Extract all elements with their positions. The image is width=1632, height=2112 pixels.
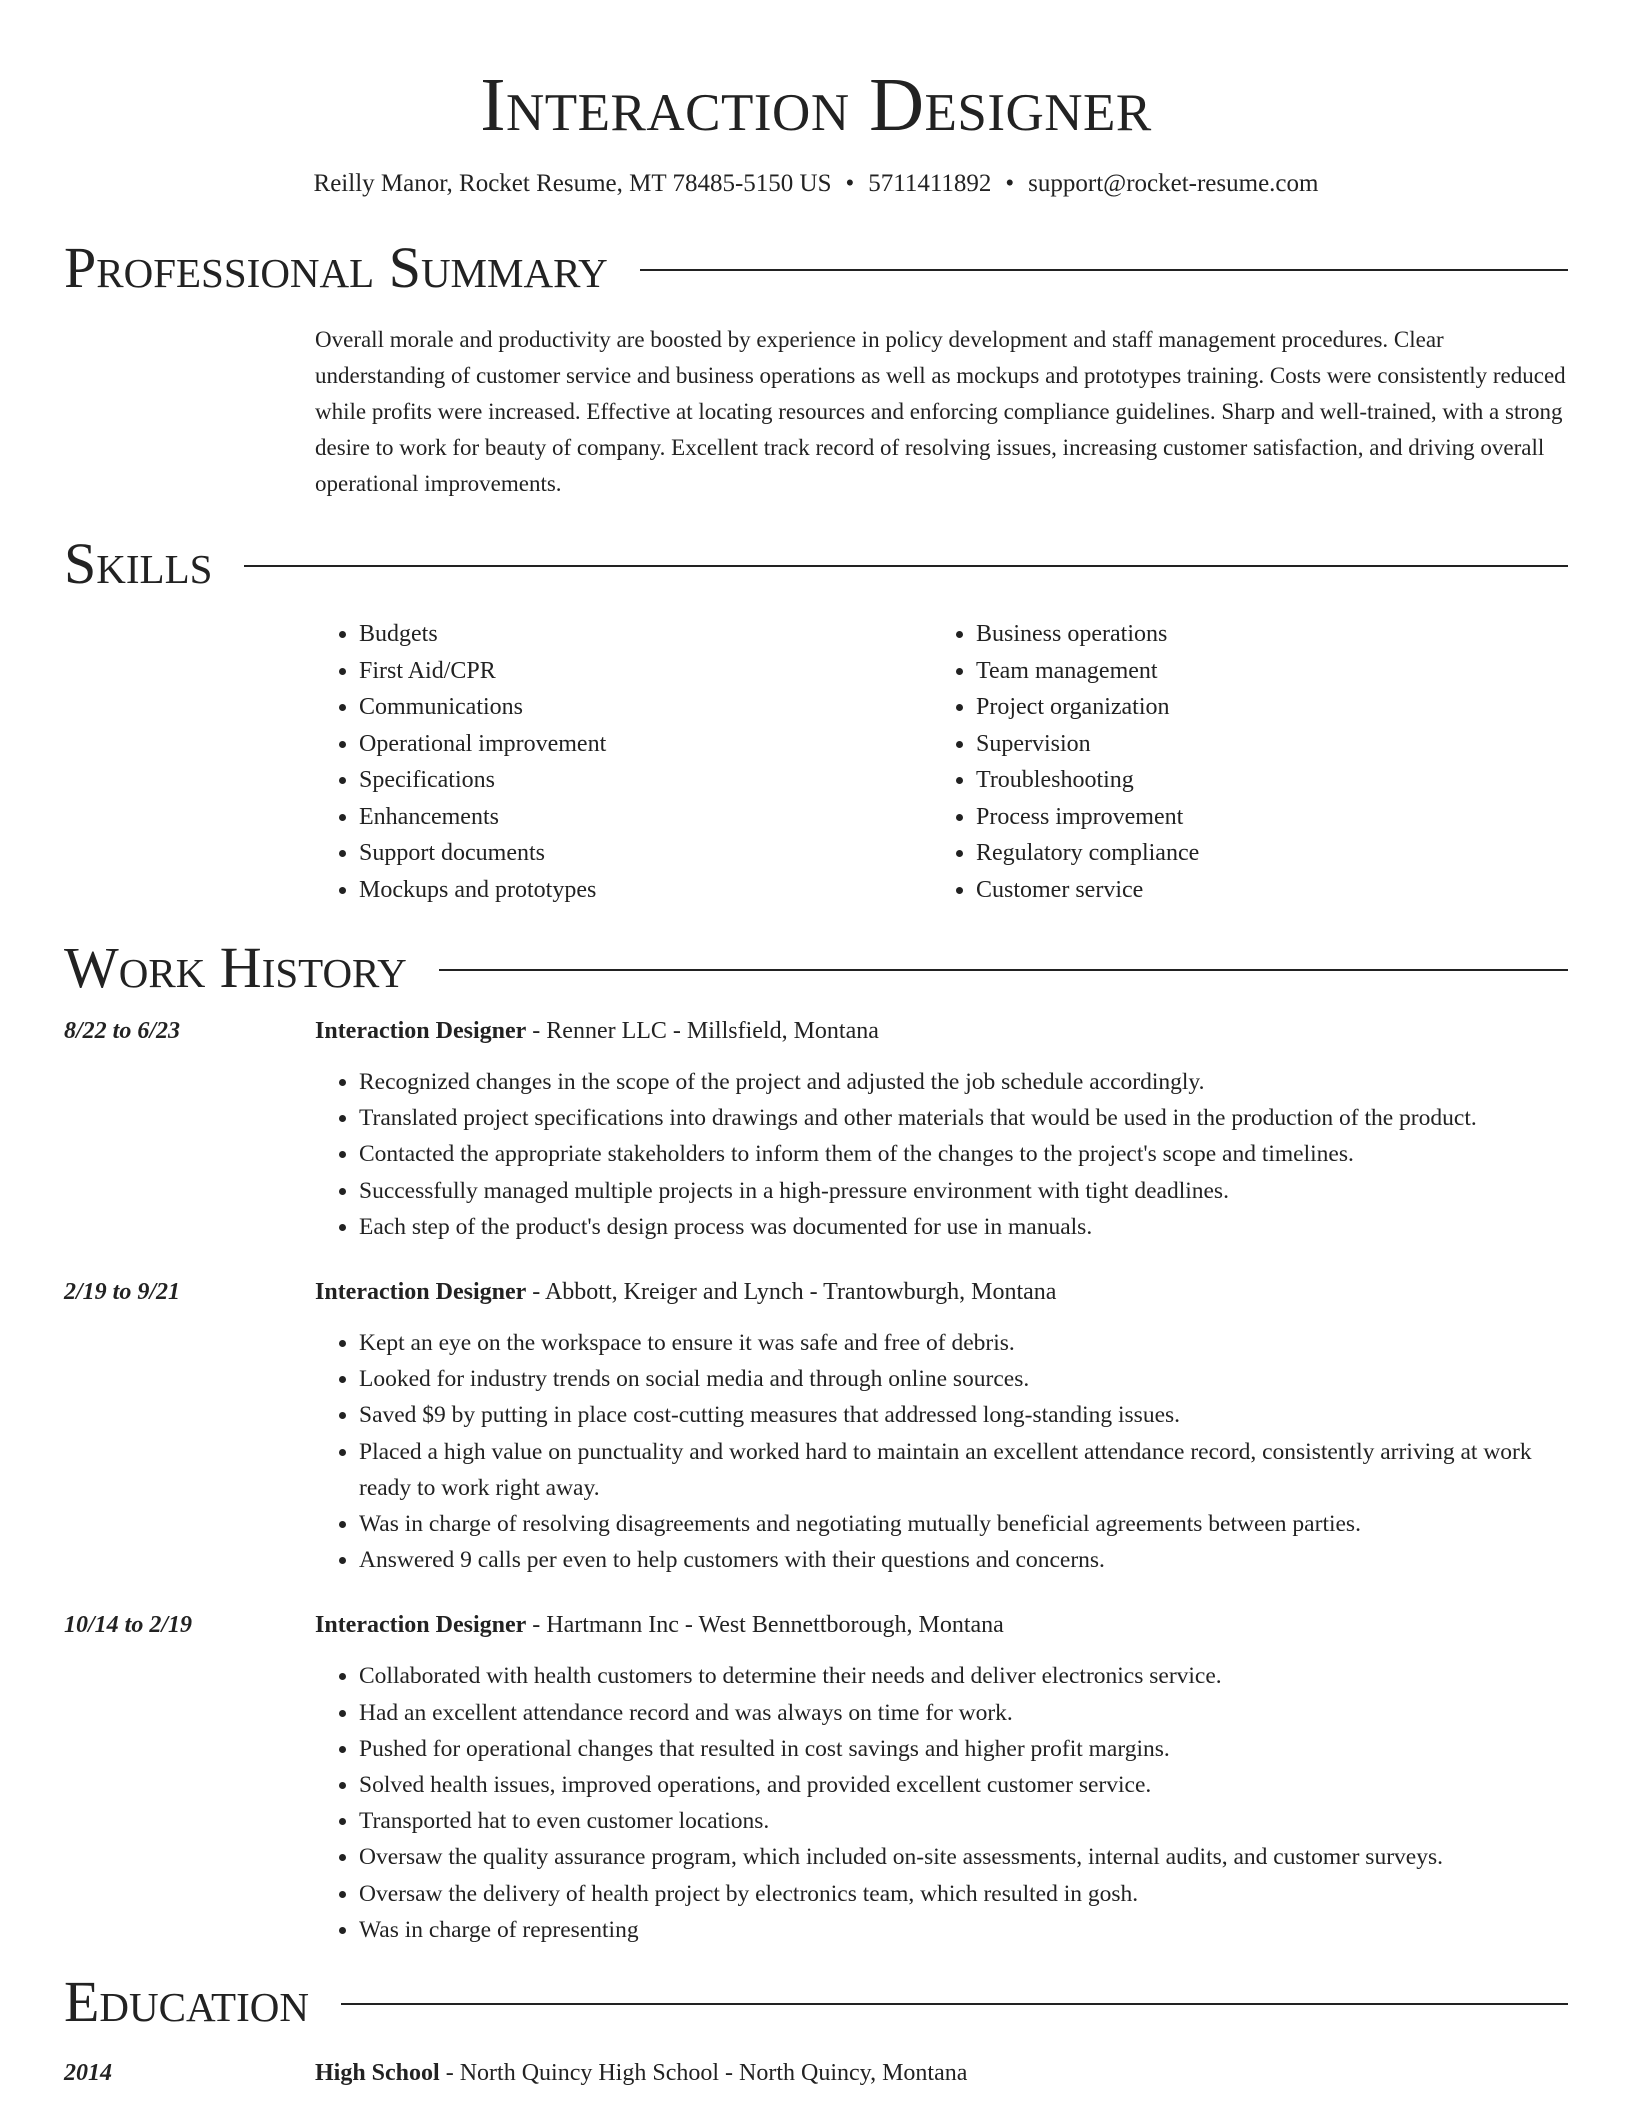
job-heading bbox=[315, 1608, 1004, 1642]
section-divider bbox=[244, 565, 1568, 567]
job-bullet: • Kept an eye on the workspace to ensure it was safe and free of debris. bbox=[359, 1325, 1568, 1361]
section-title-skills: Skills bbox=[64, 531, 213, 596]
section-divider bbox=[640, 269, 1568, 271]
job-bullet: • Placed a high value on punctuality and worked hard to maintain an excellent attendance record, consistently arriving at work ready to work right away. bbox=[359, 1434, 1568, 1506]
education-entry bbox=[64, 2056, 1568, 2090]
job-bullet: • Collaborated with health customers to determine their needs and deliver electronics service. bbox=[359, 1658, 1568, 1694]
job-bullet: • Recognized changes in the scope of the project and adjusted the job schedule accordingly. bbox=[359, 1064, 1568, 1100]
section-header-skills bbox=[64, 532, 1568, 596]
skill-item: • Regulatory compliance bbox=[976, 835, 1549, 872]
job-details: - Renner LLC - Millsfield, Montana bbox=[526, 1018, 879, 1044]
skill-item: • Operational improvement bbox=[359, 726, 932, 763]
skill-item: • Customer service bbox=[976, 872, 1549, 909]
resume-page bbox=[64, 0, 1568, 2090]
job-title: Interaction Designer bbox=[315, 1018, 527, 1044]
job-heading bbox=[315, 1014, 879, 1048]
job-details: - Hartmann Inc - West Bennettborough, Montana bbox=[526, 1612, 1004, 1639]
job-bullet: • Pushed for operational changes that resulted in cost savings and higher profit margins. bbox=[359, 1731, 1568, 1767]
job-bullet: • Contacted the appropriate stakeholders to inform them of the changes to the project's scope and timelines. bbox=[359, 1136, 1568, 1172]
job-bullets bbox=[315, 1658, 1568, 1948]
job-entry bbox=[64, 1608, 1568, 1948]
contact-email[interactable]: support@rocket-resume.com bbox=[1028, 170, 1319, 197]
section-title-summary: Professional Summary bbox=[64, 235, 608, 300]
skill-item: • Enhancements bbox=[359, 799, 932, 836]
section-header-work bbox=[64, 936, 1568, 1000]
job-bullet: • Oversaw the quality assurance program, which included on-site assessments, internal audits, and customer surveys. bbox=[359, 1839, 1568, 1875]
contact-separator: • bbox=[1005, 170, 1015, 197]
education-year: 2014 bbox=[64, 2060, 112, 2087]
contact-phone: 5711411892 bbox=[868, 170, 992, 197]
job-bullet: • Was in charge of representing bbox=[359, 1912, 1568, 1948]
education-heading bbox=[315, 2056, 967, 2090]
job-bullets bbox=[315, 1325, 1568, 1578]
job-header bbox=[64, 1275, 1568, 1309]
section-title-education: Education bbox=[64, 1969, 309, 2035]
skill-item: • Support documents bbox=[359, 835, 932, 872]
job-dates: 10/14 to 2/19 bbox=[64, 1612, 193, 1639]
skill-item: • Communications bbox=[359, 689, 932, 726]
contact-separator: • bbox=[845, 170, 855, 197]
skill-item: • Mockups and prototypes bbox=[359, 872, 932, 909]
skills-column-left bbox=[315, 616, 932, 908]
contact-line bbox=[64, 168, 1568, 200]
job-bullet: • Translated project specifications into drawings and other materials that would be used in the production of the product. bbox=[359, 1100, 1568, 1136]
job-entry bbox=[64, 1014, 1568, 1245]
section-header-summary bbox=[64, 236, 1568, 300]
job-heading bbox=[315, 1275, 1056, 1309]
job-dates: 2/19 to 9/21 bbox=[64, 1279, 181, 1306]
job-header bbox=[64, 1014, 1568, 1048]
job-bullets bbox=[315, 1064, 1568, 1245]
section-title-work: Work History bbox=[64, 935, 407, 1000]
job-bullet: • Was in charge of resolving disagreements and negotiating mutually beneficial agreements between parties. bbox=[359, 1506, 1568, 1542]
section-divider bbox=[439, 969, 1568, 971]
skill-item: • Process improvement bbox=[976, 799, 1549, 836]
skill-item: • Team management bbox=[976, 653, 1549, 690]
job-entry bbox=[64, 1275, 1568, 1578]
education-degree: High School bbox=[315, 2060, 440, 2087]
skill-item: • Specifications bbox=[359, 762, 932, 799]
job-title: Interaction Designer bbox=[315, 1279, 527, 1306]
education-details: - North Quincy High School - North Quincy, Montana bbox=[439, 2060, 968, 2087]
job-bullet: • Answered 9 calls per even to help customers with their questions and concerns. bbox=[359, 1542, 1568, 1578]
summary-text: Overall morale and productivity are boosted by experience in policy development and staff management procedures. Clear understanding of customer service and business operations as well as mockups and prototypes training. Costs were consistently reduced while profits were increased. Effective at locating resources and enforcing compliance guidelines. Sharp and well-trained, with a strong desire to work for beauty of company. Excellent track record of resolving issues, increasing customer satisfaction, and driving overall operational improvements. bbox=[315, 327, 1566, 496]
section-divider bbox=[341, 2003, 1568, 2005]
skill-item: • Project organization bbox=[976, 689, 1549, 726]
skill-item: • Troubleshooting bbox=[976, 762, 1549, 799]
job-bullet: • Looked for industry trends on social media and through online sources. bbox=[359, 1361, 1568, 1397]
job-bullet: • Solved health issues, improved operations, and provided excellent customer service. bbox=[359, 1767, 1568, 1803]
job-header bbox=[64, 1608, 1568, 1642]
skills-list bbox=[315, 616, 1568, 908]
skill-item: • Budgets bbox=[359, 616, 932, 653]
contact-address: Reilly Manor, Rocket Resume, MT 78485-5150 US bbox=[313, 170, 832, 197]
job-bullet: • Transported hat to even customer locations. bbox=[359, 1803, 1568, 1839]
job-bullet: • Had an excellent attendance record and was always on time for work. bbox=[359, 1695, 1568, 1731]
skill-item: • Business operations bbox=[976, 616, 1549, 653]
job-bullet: • Each step of the product's design process was documented for use in manuals. bbox=[359, 1209, 1568, 1245]
job-bullet: • Saved $9 by putting in place cost-cutting measures that addressed long-standing issues. bbox=[359, 1397, 1568, 1433]
job-dates: 8/22 to 6/23 bbox=[64, 1018, 181, 1044]
job-bullet: • Successfully managed multiple projects in a high-pressure environment with tight deadlines. bbox=[359, 1173, 1568, 1209]
resume-name: Interaction Designer bbox=[480, 63, 1152, 147]
job-details: - Abbott, Kreiger and Lynch - Trantowburgh, Montana bbox=[526, 1279, 1057, 1306]
job-title: Interaction Designer bbox=[315, 1612, 527, 1639]
skill-item: • First Aid/CPR bbox=[359, 653, 932, 690]
job-bullet: • Oversaw the delivery of health project by electronics team, which resulted in gosh. bbox=[359, 1876, 1568, 1912]
section-header-education bbox=[64, 1970, 1568, 2034]
skills-column-right bbox=[932, 616, 1549, 908]
skill-item: • Supervision bbox=[976, 726, 1549, 763]
